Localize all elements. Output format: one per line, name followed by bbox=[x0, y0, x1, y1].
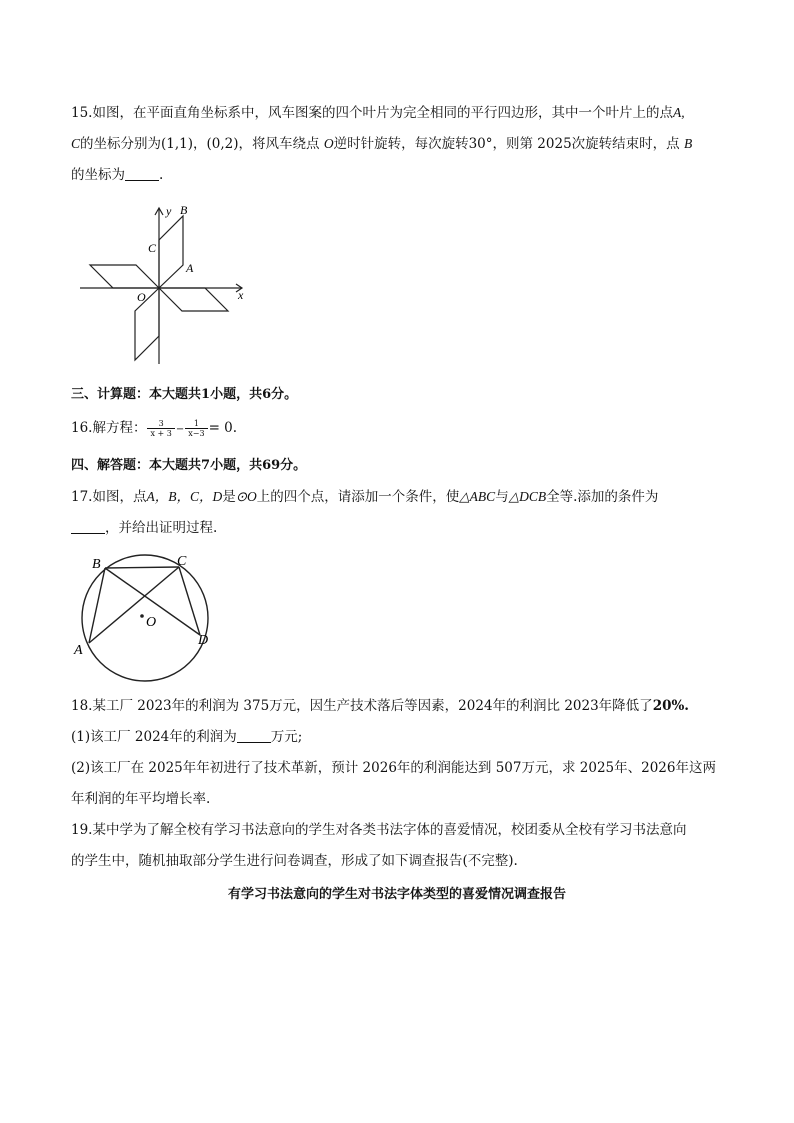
q15-text-3: 的坐标为 bbox=[71, 167, 125, 183]
q15-line-2 bbox=[71, 135, 692, 153]
q15-point-b: B bbox=[683, 136, 693, 151]
q19-text-2: 的学生中，随机抽取部分学生进行问卷调查，形成了如下调查报告(不完整). bbox=[71, 853, 518, 869]
section-3-heading bbox=[71, 386, 297, 404]
fig15-label-y: y bbox=[166, 204, 172, 218]
fig17-label-o: O bbox=[146, 615, 157, 630]
q18-part-2-cont bbox=[71, 790, 210, 808]
fig17-label-c: C bbox=[177, 554, 187, 569]
sec4-count: 7 bbox=[201, 458, 211, 473]
q17-text-d: 与 bbox=[495, 489, 509, 505]
q17-text-a: 17.如图，点 bbox=[71, 489, 147, 505]
sec4-mid: 小题，共 bbox=[210, 458, 263, 473]
q18-part2-text: (2)该工厂在 2025年年初进行了技术革新，预计 2026年的利润能达到 507万元，求 2025年、2026年这两 bbox=[71, 760, 716, 776]
report-title: 有学习书法意向的学生对书法字体类型的喜爱情况调查报告 bbox=[227, 887, 566, 902]
fig17-label-a: A bbox=[74, 643, 83, 658]
fig15-label-b: B bbox=[180, 203, 188, 217]
center-point bbox=[140, 614, 144, 618]
q15-line-3 bbox=[71, 166, 163, 184]
frac2-denominator: x−3 bbox=[188, 429, 205, 438]
sec3-title: 三、计算题：本大题共 bbox=[71, 387, 202, 402]
q17-text-2: ，并给出证明过程. bbox=[105, 520, 218, 536]
q15-point-a: A, bbox=[672, 105, 685, 120]
q18-part1-unit: 万元; bbox=[270, 729, 303, 745]
q16-fraction-2 bbox=[185, 419, 207, 438]
q15-line-1 bbox=[71, 104, 685, 122]
q18-percent: 20%. bbox=[652, 698, 690, 714]
sec4-title: 四、解答题：本大题共 bbox=[71, 458, 202, 473]
q15-period: . bbox=[159, 167, 164, 183]
q18-part-2 bbox=[71, 759, 716, 777]
q18-part2-text-cont: 年利润的年平均增长率. bbox=[71, 791, 211, 807]
q17-points: A，B，C，D bbox=[146, 489, 223, 504]
q16-suffix: = 0. bbox=[208, 420, 238, 436]
fig15-label-c: C bbox=[148, 241, 157, 255]
q19-text-1: 19.某中学为了解全校有学习书法意向的学生对各类书法字体的喜爱情况，校团委从全校有学习书法意向 bbox=[71, 822, 687, 838]
fig15-label-o: O bbox=[137, 290, 146, 304]
answer-blank bbox=[71, 519, 105, 534]
q16-line bbox=[71, 419, 237, 439]
circle-o bbox=[82, 555, 208, 681]
fig15-label-x: x bbox=[238, 288, 244, 302]
q15-text-1: 15.如图，在平面直角坐标系中，风车图案的四个叶片为完全相同的平行四边形，其中一个叶片上的点 bbox=[71, 105, 673, 121]
sec3-count: 1 bbox=[201, 387, 211, 402]
sec3-mid: 小题，共 bbox=[210, 387, 263, 402]
q15-text-2: 的坐标分别为(1,1)，(0,2)，将风车绕点 bbox=[80, 136, 320, 152]
q15-point-o: O bbox=[323, 136, 334, 151]
q18-part1-text: (1)该工厂 2024年的利润为 bbox=[71, 729, 237, 745]
q17-line-1 bbox=[71, 488, 658, 506]
answer-blank bbox=[125, 166, 159, 181]
q17-text-e: 全等.添加的条件为 bbox=[546, 489, 659, 505]
sec4-score: 69 bbox=[262, 458, 281, 473]
q17-triangle-abc: △ABC bbox=[459, 489, 496, 504]
segment-cd bbox=[179, 567, 200, 635]
q15-point-c: C bbox=[71, 136, 81, 151]
q17-text-c: 上的四个点，请添加一个条件，使 bbox=[256, 489, 460, 505]
q19-line-1 bbox=[71, 821, 686, 839]
q17-triangle-dcb: △DCB bbox=[508, 489, 547, 504]
q17-text-b: 是 bbox=[222, 489, 236, 505]
q17-circle-symbol: ⊙O bbox=[235, 489, 257, 504]
blade-upper-right bbox=[159, 216, 183, 288]
frac2-numerator: 1 bbox=[185, 419, 207, 429]
q15-text-2b: 逆时针旋转，每次旋转30°，则第 2025次旋转结束时，点 bbox=[333, 136, 680, 152]
q17-line-2 bbox=[71, 519, 217, 537]
answer-blank bbox=[237, 728, 271, 743]
sec4-end: 分。 bbox=[280, 458, 307, 473]
sec3-score: 6 bbox=[262, 387, 272, 402]
sec3-end: 分。 bbox=[271, 387, 298, 402]
q19-line-2 bbox=[71, 852, 518, 870]
q16-minus: − bbox=[175, 424, 185, 435]
q18-line-1 bbox=[71, 697, 689, 715]
q16-prefix: 16.解方程： bbox=[71, 420, 147, 436]
windmill-figure bbox=[80, 198, 252, 368]
q18-text-1: 18.某工厂 2023年的利润为 375万元，因生产技术落后等因素，2024年的利润比 2023年降低了 bbox=[71, 698, 653, 714]
blade-lower-right bbox=[159, 288, 228, 311]
segment-bc bbox=[105, 567, 179, 568]
fig17-label-b: B bbox=[92, 557, 101, 572]
frac1-denominator: x + 3 bbox=[150, 429, 172, 438]
q18-part-1 bbox=[71, 728, 302, 746]
circle-figure bbox=[72, 550, 222, 682]
frac1-numerator: 3 bbox=[147, 419, 174, 429]
q16-fraction-1 bbox=[147, 419, 174, 438]
fig17-label-d: D bbox=[198, 633, 209, 648]
blade-upper-left bbox=[90, 265, 159, 288]
fig15-label-a: A bbox=[186, 261, 194, 275]
section-4-heading bbox=[71, 457, 306, 475]
